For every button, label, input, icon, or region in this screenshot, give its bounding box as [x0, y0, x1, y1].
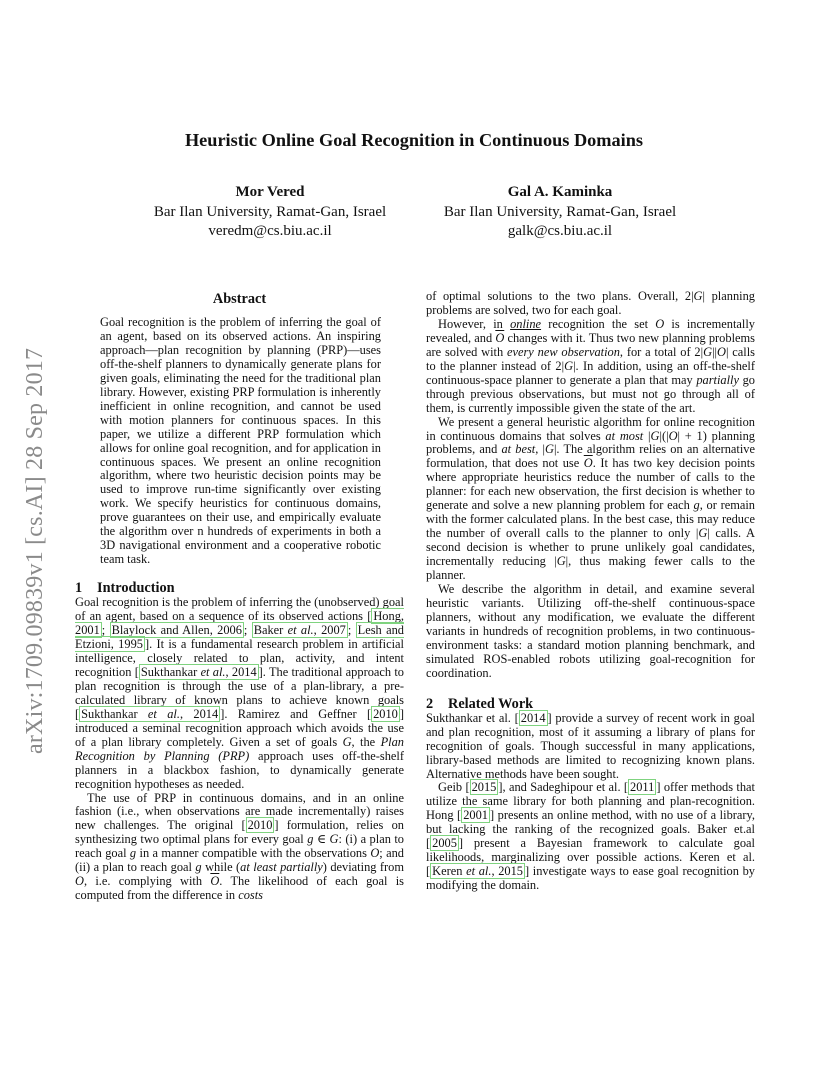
intro-paragraph-5: We present a general heuristic algorithm for online recognition in continuous domains that solves at most |G|(|O| + 1) planning problems, and at best, |G|. The algorithm relies on an alternative formulation, that does not use $\overline{O}$. It has two key decision points where appropriate heuristics reduce the number of calls to the planner: for each new observation, the first decision is whether to generate and solve a new planning problem for each g, or remain with the former calculated plans. In the best case, this may reduce the number of overall calls to the planner to only |G| calls. A second decision is whether to prune unlikely goal candidates, incrementally reducing |G|, thus making fewer calls to the planner. [426, 414, 755, 583]
author-name: Mor Vered [235, 184, 305, 200]
intro-paragraph-6: We describe the algorithm in detail, and examine several heuristic variants. Utilizing off-the-shelf continuous-space planners, without any modification, we evaluate the different variants in hundreds of recognition problems, in two continuous-environment tasks: a standard motion planning benchmark, and simulated ROS-enabled robots utilizing goal-recognition for coordination. [426, 582, 755, 680]
author-name: Gal A. Kaminka [507, 184, 613, 200]
section-heading-introduction [75, 580, 404, 596]
citation-link[interactable]: Lesh and Etzioni, 1995 [75, 623, 404, 652]
section-title: Related Work [448, 695, 534, 712]
intro-paragraph-1: Goal recognition is the problem of inferring the (unobserved) goal of an agent, based on a sequence of its observed actions [ Hong, 2001 ; Blaylock and Allen, 2006 ; Baker et al., 2007 ; Lesh and Etzioni, 1995 ]. It is a fundamental research problem in artificial intelligence, closely related to plan, activity, and intent recognition [ Sukthankar et al., 2014 ]. The traditional approach to plan recognition is through the use of a plan-library, a pre-calculated library of known plans to achieve known goals [ Sukthankar et al., 2014 ]. Ramirez and Geffner [ 2010 ] introduced a seminal recognition approach which avoids the use of a plan library completely. Given a set of goals G, the Plan Recognition by Planning (PRP) approach uses off-the-shelf planners in a blackbox fashion, to dynamically generate recognition hypotheses as needed. [75, 595, 404, 791]
intro-paragraph-2: The use of PRP in continuous domains, and in an online fashion (i.e., when observations are made incrementally) raises new challenges. The original [ 2010 ] formulation, relies on synthesizing two optimal plans for every goal g ∈ G: (i) a plan to reach goal g in a manner compatible with the observations O; and (ii) a plan to reach goal g while (at least partially) deviating from O, i.e. complying with $\overline{O}$. The likelihood of each goal is computed from the difference in costs [75, 790, 405, 903]
section-number: 1 [75, 580, 83, 597]
section-heading-related-work [426, 696, 755, 712]
author-affiliation: Bar Ilan University, Ramat-Gan, Israel [153, 203, 387, 220]
citation-link[interactable]: 2005 [432, 836, 457, 851]
citation-link[interactable]: 2015 [471, 780, 497, 795]
section-number: 2 [426, 695, 434, 712]
citation-link[interactable]: Sukthankar et al., 2014 [81, 706, 219, 721]
left-column [75, 290, 404, 903]
citation-link[interactable]: 2001 [463, 808, 488, 823]
citation-link[interactable]: 2010 [373, 706, 398, 721]
author-block-2 [400, 183, 720, 242]
author-email: galk@cs.biu.ac.il [507, 223, 613, 239]
arxiv-identifier-stamp: arXiv:1709.09839v1 [cs.AI] 28 Sep 2017 [22, 347, 48, 754]
abstract-text: Goal recognition is the problem of inferring the goal of an agent, based on its observed actions. An inspiring approach—plan recognition by planning (PRP)—uses off-the-shelf planners to dynamically generate plans for given goals, eliminating the need for the traditional plan library. However, existing PRP formulation is inherently inefficient in online recognition, and cannot be used with motion planners for continuous spaces. In this paper, we utilize a different PRP formulation which allows for online goal recognition, and for application in continuous spaces. We present an online recognition algorithm, where two heuristic decision points may be used to improve run-time significantly over existing work. We specify heuristics for continuous domains, prove guarantees on their use, and empirically evaluate the algorithm over n hundreds of experiments in both a 3D navigational environment and a cooperative robotic team task. [100, 315, 381, 567]
intro-paragraph-4: However, in online recognition the set O is incrementally revealed, and $\overline{O}$ changes with it. Thus two new planning problems are solved with every new observation, for a total of 2|G||O| calls to the planner instead of 2|G|. In addition, using an off-the-shelf continuous-space planner to generate a plan that may partially go through previous observations, but must not go through all of them, is currently impossible given the state of the art. [426, 316, 755, 415]
author-block-1 [110, 183, 430, 242]
citation-link[interactable]: Blaylock and Allen, 2006 [111, 623, 242, 638]
intro-paragraph-3: of optimal solutions to the two plans. Overall, 2|G| planning problems are solved, two for each goal. [426, 289, 755, 317]
right-column [426, 290, 755, 893]
citation-link[interactable]: Hong, 2001 [75, 609, 404, 638]
related-paragraph-2: Geib [ 2015 ], and Sadeghipour et al. [ 2011 ] offer methods that utilize the same library for both planning and plan-recognition. Hong [ 2001 ] presents an online method, with no use of a library, but lacking the ranking of the recognized goals. Baker et.al [ 2005 ] present a Bayesian framework to calculate goal likelihoods, marginalizing over possible actions. Keren et al. [ Keren et al., 2015 ] investigate ways to ease goal recognition by modifying the domain. [426, 780, 755, 893]
abstract-heading: Abstract [212, 291, 267, 307]
citation-link[interactable]: Baker et al., 2007 [253, 623, 346, 638]
citation-link[interactable]: 2011 [630, 780, 655, 795]
citation-link[interactable]: 2010 [247, 818, 273, 833]
citation-link[interactable]: Sukthankar et al., 2014 [140, 664, 257, 679]
author-affiliation: Bar Ilan University, Ramat-Gan, Israel [443, 203, 677, 220]
paper-title: Heuristic Online Goal Recognition in Continuous Domains [184, 130, 644, 150]
author-email: veredm@cs.biu.ac.il [208, 223, 332, 239]
related-paragraph-1: Sukthankar et al. [ 2014 ] provide a survey of recent work in goal and plan recognition, most of it assuming a library of plans for recognition of goals. Though successful in many applications, library-based methods are limited to recognizing known plans. Alternative methods have been sought. [426, 710, 755, 781]
citation-link[interactable]: Keren et al., 2015 [432, 864, 523, 879]
section-title: Introduction [97, 580, 175, 597]
citation-link[interactable]: 2014 [520, 710, 546, 725]
